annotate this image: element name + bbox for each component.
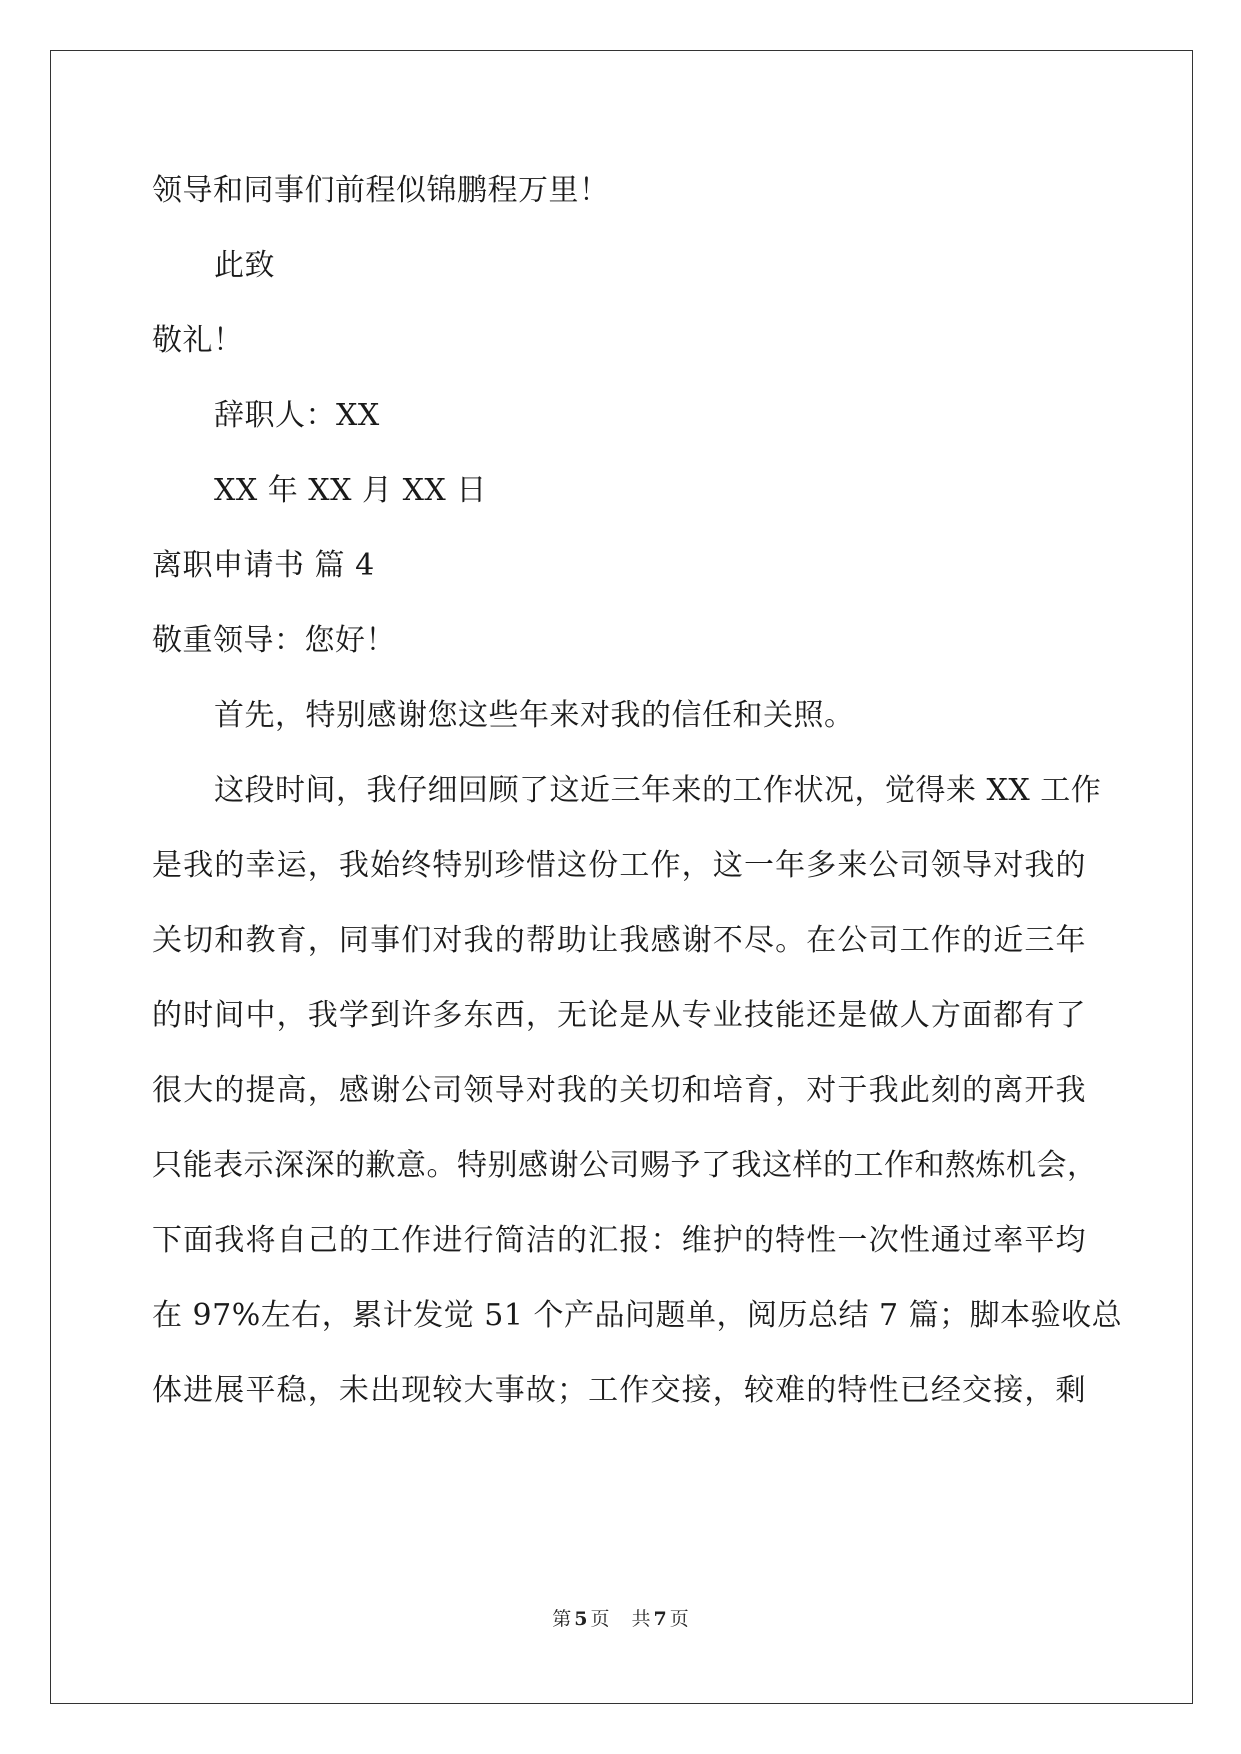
paragraph-line: 首先，特别感谢您这些年来对我的信任和关照。 bbox=[214, 698, 855, 733]
date-line: XX 年 XX 月 XX 日 bbox=[214, 473, 487, 508]
closing-salutation: 此致 bbox=[214, 248, 275, 283]
current-page-number: 5 bbox=[574, 1608, 588, 1630]
paragraph-line: 体进展平稳，未出现较大事故；工作交接，较难的特性已经交接，剩 bbox=[152, 1373, 1086, 1408]
greeting-line: 敬重领导：您好！ bbox=[152, 623, 396, 658]
total-pages-prefix: 共 bbox=[631, 1608, 651, 1630]
paragraph-line: 下面我将自己的工作进行简洁的汇报：维护的特性一次性通过率平均 bbox=[152, 1223, 1086, 1258]
page-number-suffix: 页 bbox=[590, 1608, 610, 1630]
page-number-prefix: 第 bbox=[552, 1608, 572, 1630]
total-pages-number: 7 bbox=[653, 1608, 667, 1630]
section-heading: 离职申请书 篇 4 bbox=[152, 548, 375, 583]
signature-line: 辞职人：XX bbox=[214, 398, 380, 433]
paragraph-line: 很大的提高，感谢公司领导对我的关切和培育，对于我此刻的离开我 bbox=[152, 1073, 1086, 1108]
paragraph-line: 只能表示深深的歉意。特别感谢公司赐予了我这样的工作和熬炼机会， bbox=[152, 1148, 1098, 1183]
paragraph-line: 在 97%左右，累计发觉 51 个产品问题单，阅历总结 7 篇；脚本验收总 bbox=[152, 1298, 1123, 1333]
closing-respect: 敬礼！ bbox=[152, 323, 244, 358]
paragraph-line: 是我的幸运，我始终特别珍惜这份工作，这一年多来公司领导对我的 bbox=[152, 848, 1086, 883]
page-footer bbox=[0, 1606, 1241, 1632]
paragraph-line: 这段时间，我仔细回顾了这近三年来的工作状况，觉得来 XX 工作 bbox=[214, 773, 1102, 808]
total-pages-suffix: 页 bbox=[669, 1608, 689, 1630]
paragraph-line: 关切和教育，同事们对我的帮助让我感谢不尽。在公司工作的近三年 bbox=[152, 923, 1086, 958]
paragraph-line: 的时间中，我学到许多东西，无论是从专业技能还是做人方面都有了 bbox=[152, 998, 1086, 1033]
text-line: 领导和同事们前程似锦鹏程万里！ bbox=[152, 173, 610, 208]
